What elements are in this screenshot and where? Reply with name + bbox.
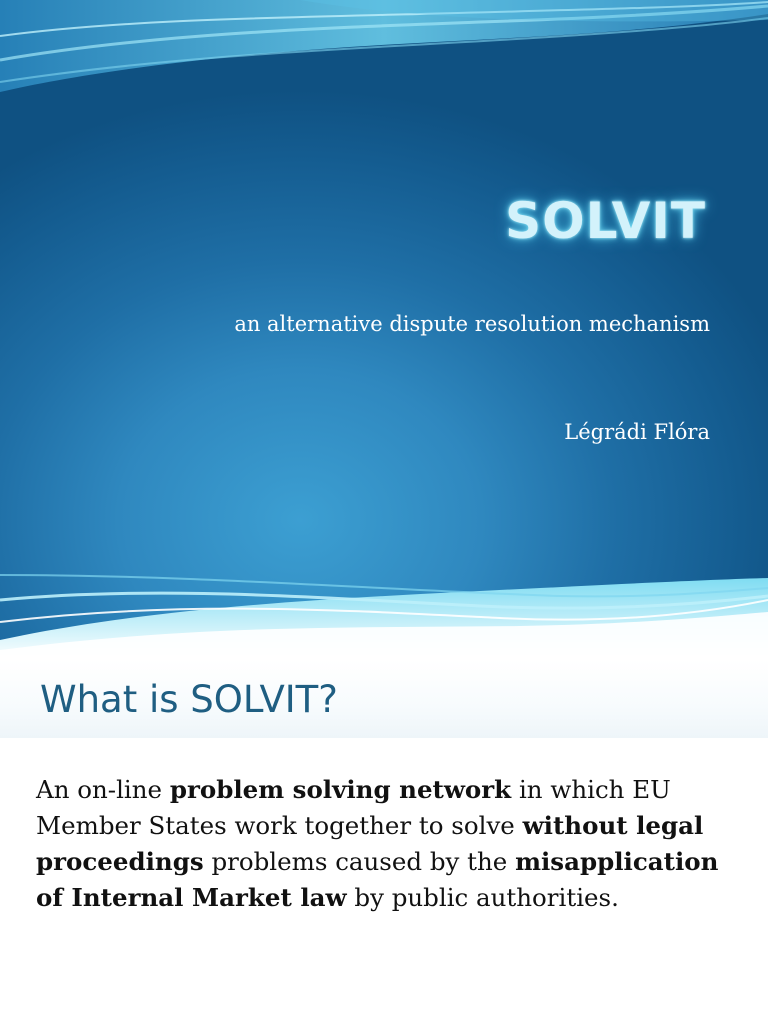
slide-subtitle: an alternative dispute resolution mechanism [234, 312, 710, 336]
content-slide [0, 660, 768, 1024]
body-text-1: An on-line [36, 775, 170, 804]
slide-title: SOLVIT [505, 192, 706, 250]
body-text-4: by public authorities. [346, 883, 619, 912]
body-bold-1: problem solving network [169, 775, 512, 804]
body-bold-3: misapplication of Internal Market law [36, 847, 719, 912]
slide-heading: What is SOLVIT? [40, 678, 338, 721]
author-name: Légrádi Flóra [564, 420, 710, 444]
body-bold-2: without legal proceedings [36, 811, 704, 876]
body-paragraph [36, 772, 736, 916]
body-text-2: in which EU Member States work together to solve [36, 775, 671, 840]
body-text-3: problems caused by the [203, 847, 516, 876]
